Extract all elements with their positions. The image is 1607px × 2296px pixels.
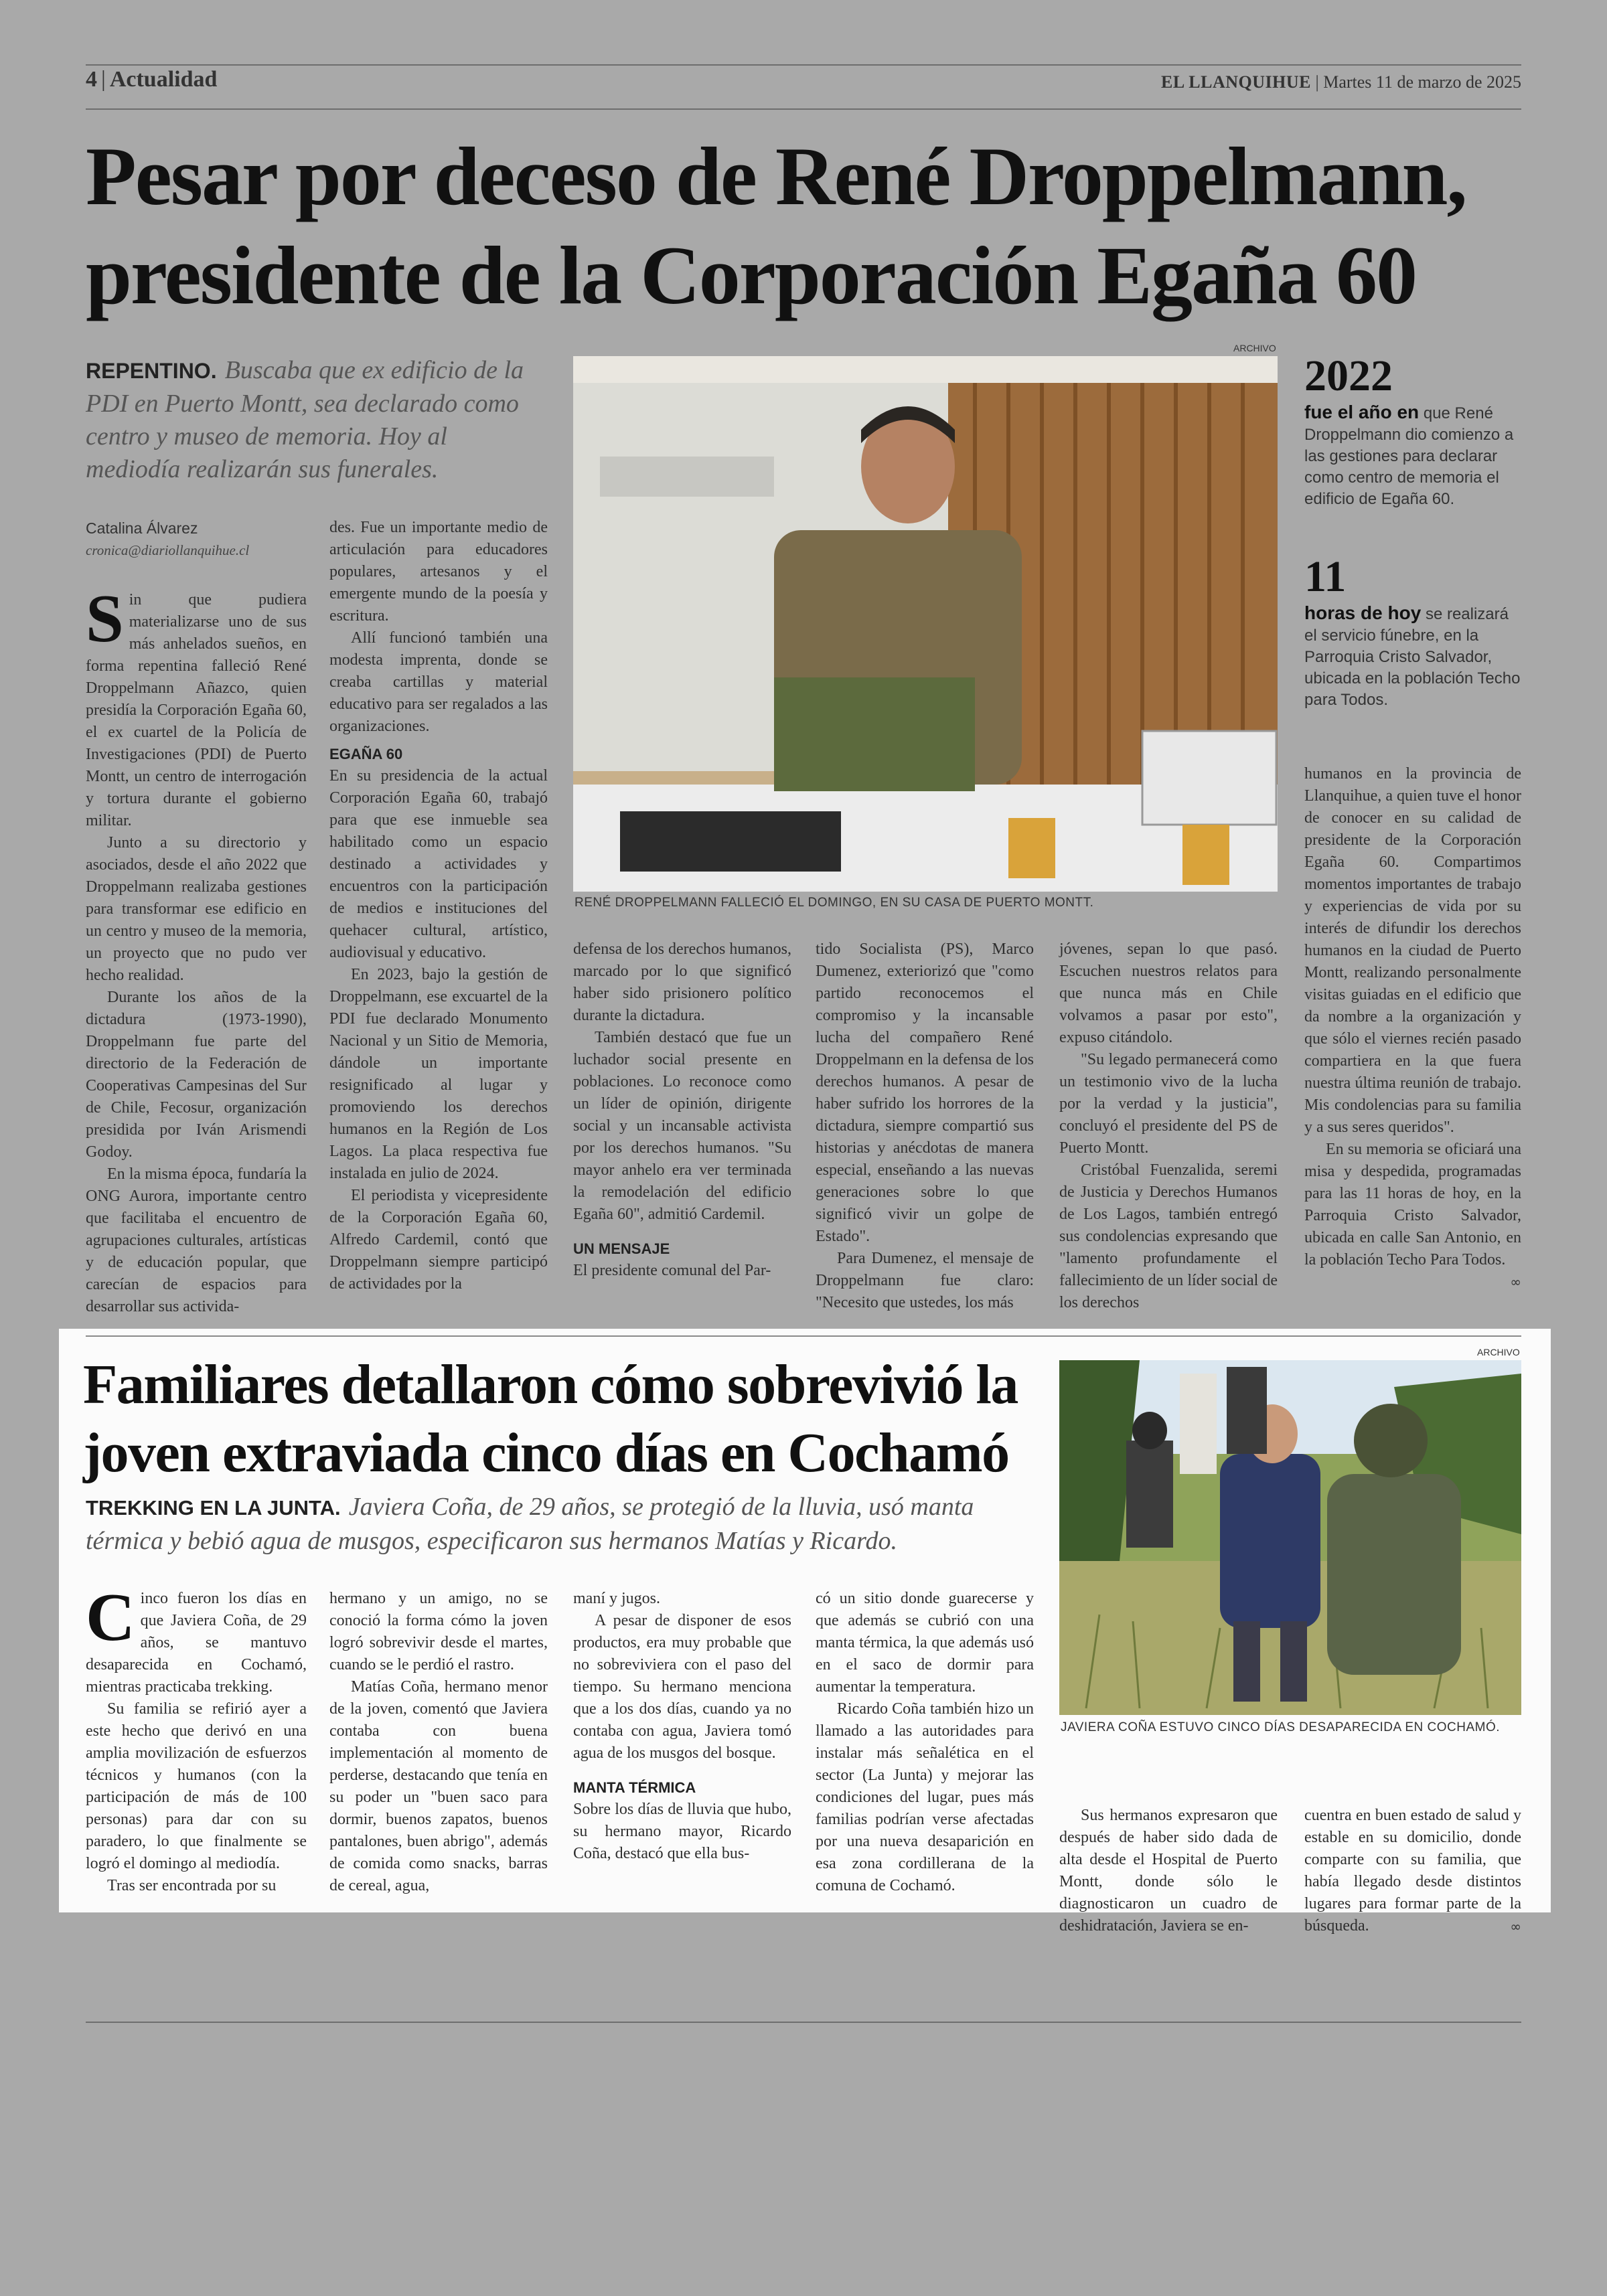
article2-column-4: [816, 1588, 1034, 1897]
article1-paragraph: humanos en la provincia de Llanquihue, a quien tuve el honor de conocer en su calidad de presidente de la Corporación Egaña 60. Compartimos momentos importantes de trabajo y experiencias de vida por su interés de difundir los derechos humanos en la ciudad de Puerto Montt, realizando personalmente visitas guiadas en el edificio que da nombre a la organización y que sólo el viernes recién pasado compartiera en la que fuera nuestra última reunión de trabajo. Mis condolencias para su familia y a sus seres queridos".: [1304, 765, 1521, 1136]
article2-column-1: [86, 1580, 307, 1897]
article2-paragraph: hermano y un amigo, no se conoció la forma cómo la joven logró sobrevivir desde el martes, cuando se le perdió el rastro.: [329, 1590, 548, 1673]
article1-paragraph: En su presidencia de la actual Corporación Egaña 60, trabajó para que ese inmueble sea habilitado como un espacio destinado a actividades y encuentros con la participación de medios e instituciones del quehacer cultural, artístico, audiovisual y educativo.: [329, 767, 548, 961]
article1-paragraph: jóvenes, sepan lo que pasó. Escuchen nuestros relatos para que nunca más en Chile volvamos a pasar por esto", expuso citándolo.: [1059, 940, 1278, 1046]
article2-lead: [86, 1490, 1037, 1557]
article1-column-1: [86, 581, 307, 1318]
page-number: 4: [86, 67, 97, 92]
masthead-date: EL LLANQUIHUE | Martes 11 de marzo de 2025: [1161, 72, 1521, 92]
fact1-text: [1304, 402, 1521, 510]
article1-headline-line1: Pesar por deceso de René Droppelmann,: [86, 131, 1466, 222]
article1-dropcap: S: [86, 581, 124, 657]
fact1-bold: fue el año en: [1304, 402, 1420, 422]
section-name: Actualidad: [109, 67, 218, 92]
article2-paragraph: inco fueron los días en que Javiera Coña, de 29 años, se mantuvo desaparecida en Cochamó, mientras practicaba trekking.: [86, 1590, 307, 1696]
fact2-number: 11: [1304, 552, 1347, 601]
droppelmann-photo-image: [573, 356, 1278, 892]
article2-column-3: [573, 1588, 791, 1865]
cochamo-photo: [1059, 1360, 1521, 1715]
author-name: Catalina Álvarez: [86, 519, 198, 537]
newspaper-name: EL LLANQUIHUE: [1161, 72, 1311, 92]
article1-paragraph: "Su legado permanecerá como un testimonio vivo de la lucha por la verdad y la justicia", concluyó el presidente del PS de Puerto Montt.: [1059, 1051, 1278, 1157]
article2-paragraph: maní y jugos.: [573, 1590, 660, 1607]
article1-paragraph: Cristóbal Fuenzalida, seremi de Justicia y Derechos Humanos de Los Lagos, también entregó sus condolencias expresando que "lamento profundamente el fallecimiento de un líder social de los derechos: [1059, 1161, 1278, 1311]
article2-paragraph: có un sitio donde guarecerse y que además se cubrió con una manta térmica, la que además usó en el saco de dormir para aumentar la temperatura.: [816, 1590, 1034, 1696]
page-bottom-rule: [86, 2022, 1521, 2023]
article2-paragraph: Tras ser encontrada por su: [107, 1877, 277, 1894]
article1-paragraph: tido Socialista (PS), Marco Dumenez, exteriorizó que "como partido reconocemos el compromiso y la incansable lucha del compañero René Droppelmann en la defensa de los derechos humanos. A pesar de haber sufrido los horrores de la dictadura, siempre compartió sus historias y anécdotas de manera especial, enseñando a las nuevas generaciones sobre lo que significó vivir un golpe de Estado".: [816, 940, 1034, 1245]
page-section-label: 4 | Actualidad: [86, 67, 218, 92]
article2-paragraph: Matías Coña, hermano menor de la joven, comentó que Javiera contaba con buena implementación al momento de perderse, destacando que tenía en su poder un "buen saco para dormir, buenos zapatos, buenos pantalones, buen abrigo", además de comida como snacks, barras de cereal, agua,: [329, 1678, 548, 1894]
article2-paragraph: A pesar de disponer de esos productos, era muy probable que no sobreviviera con el paso del tiempo. Su hermano menciona que a los dos días, cuando ya no contaba con agua, Javiera tomó agua de los musgos del bosque.: [573, 1612, 791, 1762]
article1-column-2: [329, 517, 548, 1295]
article1-end-mark: ∞: [1510, 1274, 1521, 1290]
subheading-un-mensaje: UN MENSAJE: [573, 1240, 670, 1257]
cochamo-photo-image: [1059, 1360, 1521, 1715]
fact2-body: se realizará el servicio fúnebre, en la Parroquia Cristo Salvador, ubicada en la población Techo para Todos.: [1304, 605, 1521, 709]
article1-paragraph: El periodista y vicepresidente de la Corporación Egaña 60, Alfredo Cardemil, contó que Droppelmann siempre participó de actividades por la: [329, 1187, 548, 1293]
article1-column-6: [1304, 763, 1521, 1293]
article2-paragraph: Su familia se refirió ayer a este hecho que derivó en una amplia movilización de esfuerzos técnicos y humanos (con la participación de más de 100 personas) para dar con su paradero, lo que finalmente se logró el domingo al mediodía.: [86, 1700, 307, 1872]
article2-lead-text: Javiera Coña, de 29 años, se protegió de la lluvia, usó manta térmica y bebió agua de musgos, especificaron sus hermanos Matías y Ricardo.: [86, 1493, 974, 1555]
article1-paragraph: des. Fue un importante medio de articulación para educadores populares, artesanos y el emergente mundo de la poesía y escritura.: [329, 519, 548, 625]
article1-column-4: [816, 938, 1034, 1314]
article2-photo-caption: JAVIERA COÑA ESTUVO CINCO DÍAS DESAPARECIDA EN COCHAMÓ.: [1061, 1720, 1501, 1734]
article1-headline-line2: presidente de la Corporación Egaña 60: [86, 230, 1416, 321]
subheading-manta-termica: MANTA TÉRMICA: [573, 1779, 696, 1796]
article1-paragraph: in que pudiera materializarse uno de sus más anhelados sueños, en forma repentina falleció René Droppelmann Añazco, quien presidía la Corporación Egaña 60, el ex cuartel de la Policía de Investigaciones (PDI) de Puerto Montt, un centro de interrogación y tortura durante el gobierno militar.: [86, 591, 307, 829]
article2-end-mark: ∞: [1510, 1918, 1521, 1935]
fact1-number: 2022: [1304, 351, 1393, 400]
fact1-body: que René Droppelmann dio comienzo a las gestiones para declarar como centro de memoria el edificio de Egaña 60.: [1304, 404, 1514, 508]
article1-paragraph: También destacó que fue un luchador social presente en poblaciones. Lo reconoce como un líder de opinión, dirigente social y un incansable activista por los derechos humanos. "Su mayor anhelo era ver terminada la remodelación del edificio Egaña 60", admitió Cardemil.: [573, 1029, 791, 1223]
article2-column-5: [1059, 1805, 1278, 1937]
photo-credit: ARCHIVO: [1477, 1347, 1520, 1358]
article1-paragraph: Para Dumenez, el mensaje de Droppelmann fue claro: "Necesito que ustedes, los más: [816, 1250, 1034, 1311]
article1-paragraph: defensa de los derechos humanos, marcado por lo que significó haber sido prisionero político durante la dictadura.: [573, 940, 791, 1024]
article2-paragraph: Ricardo Coña también hizo un llamado a las autoridades para instalar más señalética en el sector (La Junta) y mejorar las condiciones del lugar, pues más familias podrían verse afectadas por una nueva desaparición en esa zona cordillerana de la comuna de Cochamó.: [816, 1700, 1034, 1894]
article2-dropcap: C: [86, 1580, 135, 1655]
article1-photo-caption: RENÉ DROPPELMANN FALLECIÓ EL DOMINGO, EN SU CASA DE PUERTO MONTT.: [575, 896, 1094, 910]
author-email: cronica@diariollanquihue.cl: [86, 542, 250, 558]
subheading-egana60: EGAÑA 60: [329, 746, 403, 762]
article2-headline-line1: Familiares detallaron cómo sobrevivió la: [83, 1354, 1018, 1416]
article1-column-5: [1059, 938, 1278, 1314]
header-top-rule: [86, 64, 1521, 66]
droppelmann-photo: [573, 356, 1278, 892]
article2-column-2: [329, 1588, 548, 1897]
article1-headline: [86, 127, 1466, 325]
article2-paragraph: Sus hermanos expresaron que después de haber sido dada de alta desde el Hospital de Puerto Montt, donde sólo le diagnosticaron un cuadro de deshidratación, Javiera se en-: [1059, 1807, 1278, 1935]
article1-paragraph: Durante los años de la dictadura (1973-1990), Droppelmann fue parte del directorio de la Federación de Cooperativas Campesinas del Sur de Chile, Fecosur, organización presidida por Iván Arismendi Godoy.: [86, 989, 307, 1161]
article1-paragraph: En la misma época, fundaría la ONG Aurora, importante centro que facilitaba el encuentro de agrupaciones culturales, artísticas y de educación popular, que carecían de espacios para desarrollar sus activida-: [86, 1165, 307, 1315]
article1-kicker: REPENTINO.: [86, 359, 217, 383]
article1-paragraph: En su memoria se oficiará una misa y despedida, programadas para las 11 horas de hoy, en la Parroquia Cristo Salvador, ubicada en calle San Antonio, en la población Techo Para Todos.: [1304, 1141, 1521, 1268]
article2-paragraph: Sobre los días de lluvia que hubo, su hermano mayor, Ricardo Coña, destacó que ella bus-: [573, 1801, 791, 1862]
article1-lead: [86, 353, 548, 485]
article2-top-rule: [86, 1335, 1521, 1337]
article1-paragraph: Junto a su directorio y asociados, desde el año 2022 que Droppelmann realizaba gestiones para transformar ese edificio en un centro y museo de la memoria, un proyecto que no pudo ver hecho realidad.: [86, 834, 307, 984]
article1-paragraph: En 2023, bajo la gestión de Droppelmann, ese excuartel de la PDI fue declarado Monumento Nacional y un Sitio de Memoria, dándole un importante resignificado al lugar y promoviendo los derechos humanos en la Región de Los Lagos. La placa respectiva fue instalada en julio de 2024.: [329, 966, 548, 1182]
article1-paragraph: El presidente comunal del Par-: [573, 1262, 771, 1279]
article2-headline-line2: joven extraviada cinco días en Cochamó: [83, 1422, 1009, 1484]
article1-column-3: [573, 938, 791, 1282]
article1-paragraph: Allí funcionó también una modesta imprenta, donde se creaba cartillas y material educativo para ser regalados a las organizaciones.: [329, 629, 548, 735]
issue-date: Martes 11 de marzo de 2025: [1323, 72, 1521, 92]
article2-column-6: [1304, 1805, 1521, 1938]
fact2-text: [1304, 602, 1521, 711]
fact2-bold: horas de hoy: [1304, 602, 1422, 623]
photo-credit: ARCHIVO: [1233, 343, 1276, 353]
article1-lead-text: Buscaba que ex edificio de la PDI en Puerto Montt, sea declarado como centro y museo de memoria. Hoy al mediodía realizarán sus funerales.: [86, 356, 524, 483]
header-bottom-rule: [86, 108, 1521, 110]
article2-kicker: TREKKING EN LA JUNTA.: [86, 1496, 341, 1520]
article2-paragraph: cuentra en buen estado de salud y estable en su domicilio, donde comparte con su familia, que había llegado desde distintos lugares para formar parte de la búsqueda.: [1304, 1807, 1521, 1935]
article2-headline: [83, 1351, 1018, 1487]
